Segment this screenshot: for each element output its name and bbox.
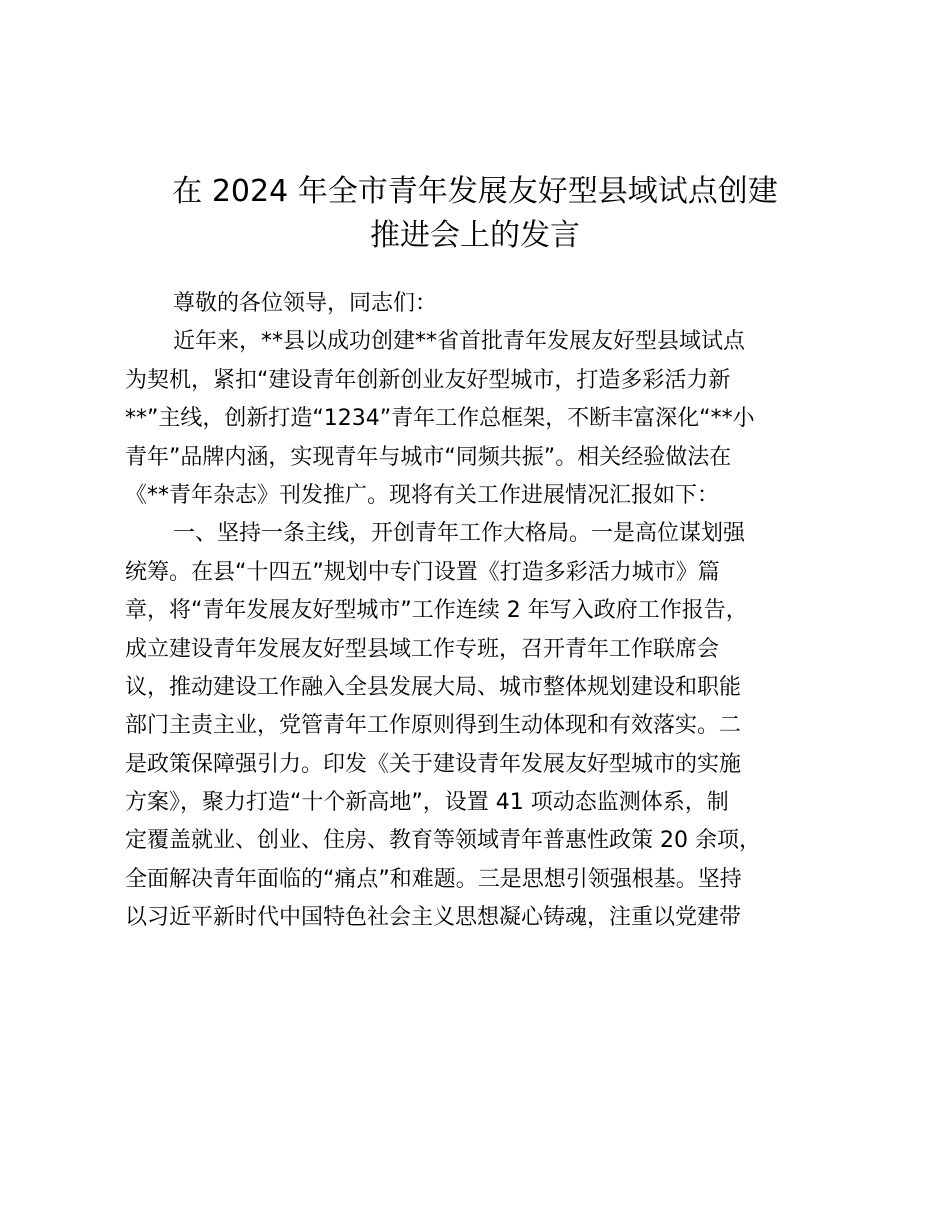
title-line-1: 在 2024 年全市青年发展友好型县域试点创建 [172, 174, 778, 209]
body-line: 为契机，紧扣“建设青年创新创业友好型城市，打造多彩活力新 [125, 367, 731, 393]
document-title [125, 170, 825, 258]
body-line: 成立建设青年发展友好型县域工作专班，召开青年工作联席会 [125, 636, 720, 662]
body-line: 方案》，聚力打造“十个新高地”，设置 41 项动态监测体系，制 [125, 790, 729, 816]
body-line: 一、坚持一条主线，开创青年工作大格局。一是高位谋划强 [173, 521, 746, 547]
body-line: 定覆盖就业、创业、住房、教育等领域青年普惠性政策 20 余项， [125, 828, 761, 854]
title-line-2: 推进会上的发言 [370, 218, 580, 253]
body-line: **”主线，创新打造“1234”青年工作总框架，不断丰富深化“**小 [125, 406, 755, 432]
body-line: 是政策保障强引力。印发《关于建设青年发展友好型城市的实施 [125, 751, 742, 777]
body-line: 青年”品牌内涵，实现青年与城市“同频共振”。相关经验做法在 [125, 444, 732, 470]
body-line: 议，推动建设工作融入全县发展大局、城市整体规划建设和职能 [125, 674, 742, 700]
body-line: 《**青年杂志》刊发推广。现将有关工作进展情况汇报如下： [125, 482, 720, 508]
body-line: 章，将“青年发展友好型城市”工作连续 2 年写入政府工作报告， [125, 598, 748, 624]
document-body [125, 285, 840, 938]
body-line: 以习近平新时代中国特色社会主义思想凝心铸魂，注重以党建带 [125, 905, 742, 931]
body-line: 部门主责主业，党管青年工作原则得到生动体现和有效落实。二 [125, 713, 742, 739]
body-line: 近年来，**县以成功创建**省首批青年发展友好型县域试点 [173, 329, 746, 355]
body-line: 统筹。在县“十四五”规划中专门设置《打造多彩活力城市》篇 [125, 559, 720, 585]
salutation: 尊敬的各位领导，同志们： [173, 291, 438, 316]
body-line: 全面解决青年面临的“痛点”和难题。三是思想引领强根基。坚持 [125, 866, 742, 892]
